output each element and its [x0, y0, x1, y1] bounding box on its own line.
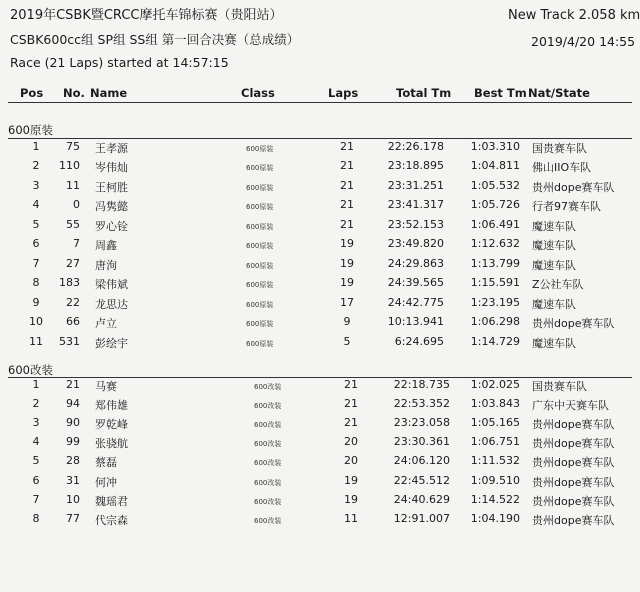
class-cell: 600改装 [254, 516, 282, 525]
table-row [0, 257, 640, 276]
table-row [0, 454, 640, 473]
class-cell: 600改装 [254, 497, 282, 506]
table-row [0, 296, 640, 315]
pos-cell: 1 [32, 140, 40, 153]
class-cell: 600改装 [254, 402, 282, 411]
rider-name: 冯隽懿 [95, 200, 128, 214]
number-cell: 75 [66, 140, 80, 153]
class-cell: 600改装 [254, 440, 282, 449]
table-row [0, 315, 640, 334]
total-time: 23:23.058 [393, 416, 450, 430]
laps-cell: 21 [340, 140, 354, 153]
total-time: 22:53.352 [393, 397, 450, 411]
total-time: 23:49.820 [387, 237, 444, 251]
class-cell: 600原装 [246, 261, 274, 270]
team-name: 贵州dope赛车队 [532, 475, 615, 489]
section-rule-stock [8, 138, 632, 139]
best-time: 1:13.799 [470, 256, 520, 270]
team-name: 国贵赛车队 [532, 142, 587, 155]
pos-cell: 2 [32, 397, 40, 411]
col-team: Nat/State [528, 86, 590, 100]
team-name: 贵州dope赛车队 [532, 437, 615, 451]
total-time: 22:26.178 [387, 140, 444, 153]
pos-cell: 4 [32, 435, 40, 449]
total-time: 6:24.695 [394, 334, 444, 348]
best-time: 1:09.510 [470, 473, 520, 487]
number-cell: 66 [66, 315, 80, 329]
class-cell: 600原装 [246, 320, 274, 329]
col-pos: Pos [20, 86, 44, 100]
pos-cell: 1 [32, 378, 40, 391]
total-time: 24:39.565 [387, 276, 444, 290]
table-row [0, 416, 640, 435]
col-total: Total Tm [396, 86, 452, 100]
best-time: 1:04.811 [470, 159, 520, 173]
total-time: 24:29.863 [387, 256, 444, 270]
number-cell: 531 [59, 334, 80, 348]
best-time: 1:12.632 [470, 237, 520, 251]
rider-name: 魏瑶君 [95, 494, 128, 508]
number-cell: 183 [59, 276, 80, 290]
section-title-modified: 600改装 [8, 363, 53, 377]
laps-cell: 5 [343, 334, 351, 348]
team-name: 魔速车队 [532, 219, 576, 233]
laps-cell: 19 [340, 256, 354, 270]
rider-name: 代宗森 [95, 513, 128, 527]
laps-cell: 21 [344, 397, 358, 411]
laps-cell: 21 [340, 217, 354, 231]
header-rule [8, 102, 632, 103]
team-name: 魔速车队 [532, 239, 576, 253]
team-name: 贵州dope赛车队 [532, 180, 615, 194]
rider-name: 王柯胜 [95, 180, 128, 194]
number-cell: 10 [66, 492, 80, 506]
rider-name: 彭绘宇 [95, 336, 128, 350]
class-cell: 600原装 [246, 300, 274, 309]
class-cell: 600原装 [246, 145, 274, 153]
best-time: 1:11.532 [470, 454, 520, 468]
total-time: 10:13.941 [387, 315, 444, 329]
team-name: 魔速车队 [532, 297, 576, 311]
number-cell: 27 [66, 256, 80, 270]
team-name: 贵州dope赛车队 [532, 418, 615, 432]
col-best: Best Tm [474, 86, 527, 100]
pos-cell: 3 [32, 178, 40, 192]
laps-cell: 20 [344, 435, 358, 449]
number-cell: 90 [66, 416, 80, 430]
table-row [0, 335, 640, 354]
number-cell: 55 [66, 217, 80, 231]
table-row [0, 179, 640, 198]
class-cell: 600原装 [246, 222, 274, 231]
report-date: 2019/4/20 14:55 [531, 34, 636, 49]
total-time: 23:41.317 [387, 198, 444, 212]
team-name: 佛山IIO车队 [532, 161, 592, 175]
table-row [0, 378, 640, 397]
laps-cell: 19 [340, 276, 354, 290]
table-row [0, 397, 640, 416]
team-name: 广东中天赛车队 [532, 399, 609, 413]
best-time: 1:03.310 [470, 140, 520, 153]
number-cell: 22 [66, 295, 80, 309]
rider-name: 龙思达 [95, 297, 128, 311]
pos-cell: 2 [32, 159, 40, 173]
number-cell: 0 [73, 198, 80, 212]
rider-name: 周鑫 [95, 239, 117, 253]
best-time: 1:06.751 [470, 435, 520, 449]
pos-cell: 5 [32, 454, 40, 468]
best-time: 1:23.195 [470, 295, 520, 309]
class-cell: 600原装 [246, 242, 274, 251]
table-row [0, 493, 640, 512]
pos-cell: 6 [32, 237, 40, 251]
col-class: Class [241, 86, 275, 100]
total-time: 24:40.629 [393, 492, 450, 506]
best-time: 1:06.491 [470, 217, 520, 231]
pos-cell: 5 [32, 217, 40, 231]
laps-cell: 19 [344, 473, 358, 487]
best-time: 1:14.729 [470, 334, 520, 348]
laps-cell: 9 [343, 315, 351, 329]
total-time: 23:18.895 [387, 159, 444, 173]
class-cell: 600改装 [254, 478, 282, 487]
table-row [0, 159, 640, 178]
table-row [0, 140, 640, 159]
rider-name: 罗乾峰 [95, 418, 128, 432]
section-title-stock: 600原装 [8, 123, 53, 137]
pos-cell: 6 [32, 473, 40, 487]
laps-cell: 21 [340, 178, 354, 192]
class-cell: 600原装 [246, 164, 274, 173]
team-name: 贵州dope赛车队 [532, 317, 615, 331]
class-cell: 600原装 [246, 183, 274, 192]
pos-cell: 4 [32, 198, 40, 212]
laps-cell: 21 [344, 378, 358, 391]
table-row [0, 237, 640, 256]
best-time: 1:02.025 [470, 378, 520, 391]
table-row [0, 512, 640, 531]
rider-name: 蔡磊 [95, 456, 117, 470]
rider-name: 岑伟灿 [95, 161, 128, 175]
laps-cell: 19 [340, 237, 354, 251]
rider-name: 卢立 [95, 317, 117, 331]
session-title: CSBK600cc组 SP组 SS组 第一回合决赛（总成绩） [10, 32, 300, 47]
pos-cell: 7 [32, 256, 40, 270]
table-row [0, 474, 640, 493]
pos-cell: 3 [32, 416, 40, 430]
team-name: 贵州dope赛车队 [532, 494, 615, 508]
laps-cell: 19 [344, 492, 358, 506]
laps-cell: 17 [340, 295, 354, 309]
number-cell: 77 [66, 511, 80, 525]
number-cell: 28 [66, 454, 80, 468]
pos-cell: 10 [29, 315, 43, 329]
number-cell: 99 [66, 435, 80, 449]
total-time: 24:42.775 [387, 295, 444, 309]
event-title: 2019年CSBK暨CRCC摩托车锦标赛（贵阳站） [10, 8, 283, 23]
col-no: No. [63, 86, 85, 100]
col-name: Name [90, 86, 128, 100]
table-row [0, 218, 640, 237]
best-time: 1:15.591 [470, 276, 520, 290]
table-row [0, 198, 640, 217]
total-time: 23:31.251 [387, 178, 444, 192]
total-time: 24:06.120 [393, 454, 450, 468]
class-cell: 600原装 [246, 203, 274, 212]
class-cell: 600原装 [246, 281, 274, 290]
number-cell: 11 [66, 178, 80, 192]
rider-name: 何冲 [95, 475, 117, 489]
pos-cell: 11 [29, 334, 43, 348]
rider-name: 梁伟斌 [95, 278, 128, 292]
number-cell: 21 [66, 378, 80, 391]
number-cell: 7 [73, 237, 80, 251]
team-name: 贵州dope赛车队 [532, 456, 615, 470]
rider-name: 唐洵 [95, 258, 117, 272]
best-time: 1:04.190 [470, 511, 520, 525]
laps-cell: 21 [340, 159, 354, 173]
pos-cell: 8 [32, 276, 40, 290]
class-cell: 600原装 [246, 339, 274, 348]
table-row [0, 435, 640, 454]
rider-name: 王孝源 [95, 142, 128, 155]
rider-name: 郑伟雄 [95, 399, 128, 413]
total-time: 12:91.007 [393, 511, 450, 525]
track-info: New Track 2.058 km [508, 8, 640, 23]
laps-cell: 21 [344, 416, 358, 430]
laps-cell: 11 [344, 511, 358, 525]
pos-cell: 8 [32, 511, 40, 525]
number-cell: 31 [66, 473, 80, 487]
rider-name: 马赛 [95, 380, 117, 393]
team-name: 贵州dope赛车队 [532, 513, 615, 527]
team-name: 魔速车队 [532, 258, 576, 272]
total-time: 23:52.153 [387, 217, 444, 231]
rider-name: 罗心铨 [95, 219, 128, 233]
total-time: 23:30.361 [393, 435, 450, 449]
col-laps: Laps [328, 86, 359, 100]
class-cell: 600改装 [254, 459, 282, 468]
best-time: 1:03.843 [470, 397, 520, 411]
total-time: 22:18.735 [393, 378, 450, 391]
best-time: 1:05.165 [470, 416, 520, 430]
best-time: 1:05.726 [470, 198, 520, 212]
number-cell: 110 [59, 159, 80, 173]
laps-cell: 21 [340, 198, 354, 212]
table-row [0, 276, 640, 295]
race-info: Race (21 Laps) started at 14:57:15 [10, 55, 229, 70]
pos-cell: 7 [32, 492, 40, 506]
team-name: 行者97赛车队 [532, 200, 601, 214]
team-name: 魔速车队 [532, 336, 576, 350]
laps-cell: 20 [344, 454, 358, 468]
best-time: 1:14.522 [470, 492, 520, 506]
best-time: 1:06.298 [470, 315, 520, 329]
pos-cell: 9 [32, 295, 40, 309]
best-time: 1:05.532 [470, 178, 520, 192]
class-cell: 600改装 [254, 383, 282, 391]
team-name: 国贵赛车队 [532, 380, 587, 393]
team-name: Z公社车队 [532, 278, 584, 292]
class-cell: 600改装 [254, 421, 282, 430]
number-cell: 94 [66, 397, 80, 411]
rider-name: 张骁航 [95, 437, 128, 451]
total-time: 22:45.512 [393, 473, 450, 487]
